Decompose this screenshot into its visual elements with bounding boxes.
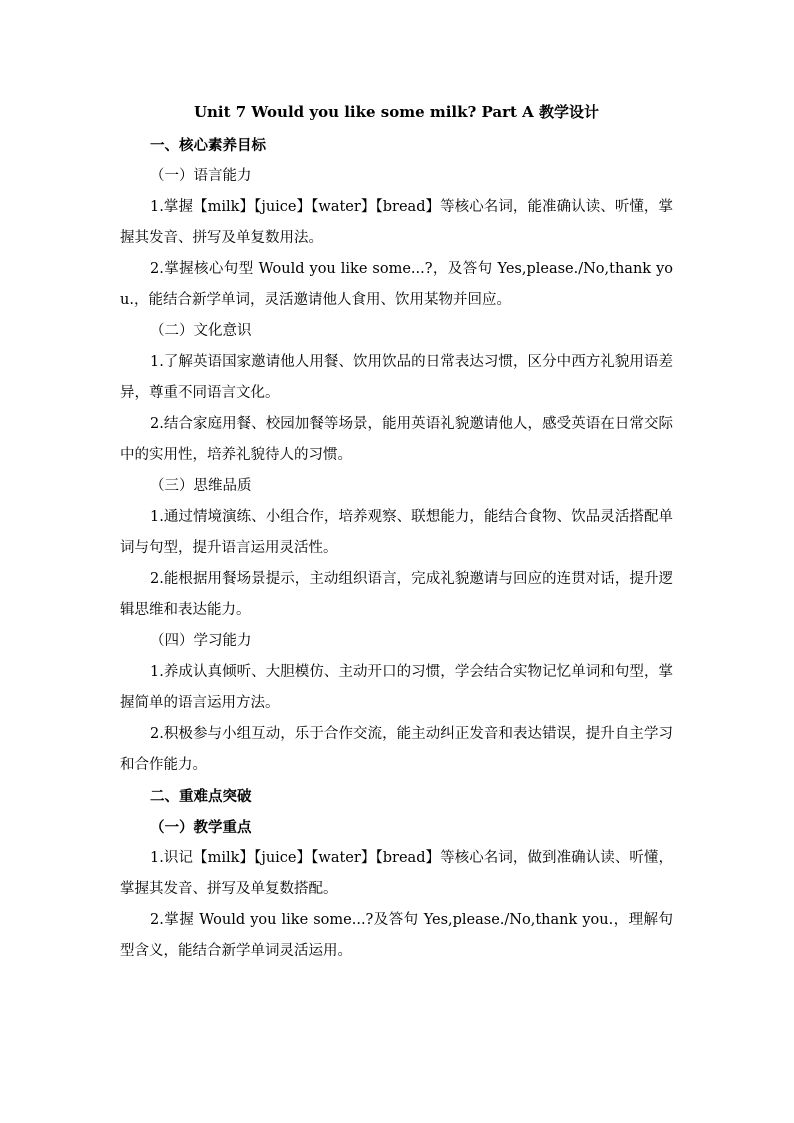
paragraph-culture-2: 2.结合家庭用餐、校园加餐等场景，能用英语礼貌邀请他人，感受英语在日常交际中的实用性，培养礼貌待人的习惯。 — [120, 416, 673, 463]
paragraph-learning-2: 2.积极参与小组互动，乐于合作交流，能主动纠正发音和表达错误，提升自主学习和合作能力。 — [120, 726, 673, 773]
document-title: Unit 7 Would you like some milk? Part A 教学设计 — [193, 103, 600, 121]
subsection-heading-teaching-focus: （一）教学重点 — [150, 819, 252, 836]
paragraph-learning-1: 1.养成认真倾听、大胆模仿、主动开口的习惯，学会结合实物记忆单词和句型，掌握简单的语言运用方法。 — [120, 664, 673, 711]
section-heading-key-points: 二、重难点突破 — [150, 788, 252, 805]
section-heading-core-goals: 一、核心素养目标 — [150, 137, 266, 154]
subsection-heading-learning: （四）学习能力 — [150, 633, 252, 649]
paragraph-thinking-2: 2.能根据用餐场景提示，主动组织语言，完成礼貌邀请与回应的连贯对话，提升逻辑思维和表达能力。 — [120, 571, 673, 618]
subsection-heading-culture: （二）文化意识 — [150, 323, 252, 339]
paragraph-culture-1: 1.了解英语国家邀请他人用餐、饮用饮品的日常表达习惯，区分中西方礼貌用语差异，尊重不同语言文化。 — [120, 354, 673, 401]
paragraph-language-1: 1.掌握【milk】【juice】【water】【bread】等核心名词，能准确认读、听懂，掌握其发音、拼写及单复数用法。 — [120, 199, 673, 246]
document-body — [120, 98, 673, 967]
paragraph-focus-1: 1.识记【milk】【juice】【water】【bread】等核心名词，做到准确认读、听懂，掌握其发音、拼写及单复数搭配。 — [120, 850, 673, 897]
paragraph-thinking-1: 1.通过情境演练、小组合作，培养观察、联想能力，能结合食物、饮品灵活搭配单词与句型，提升语言运用灵活性。 — [120, 509, 673, 556]
paragraph-language-2: 2.掌握核心句型 Would you like some...?，及答句 Yes,please./No,thank you.，能结合新学单词，灵活邀请他人食用、饮用某物并回应。 — [120, 261, 673, 308]
subsection-heading-thinking: （三）思维品质 — [150, 478, 252, 494]
subsection-heading-language: （一）语言能力 — [150, 168, 252, 184]
paragraph-focus-2: 2.掌握 Would you like some...?及答句 Yes,please./No,thank you.，理解句型含义，能结合新学单词灵活运用。 — [120, 912, 673, 959]
